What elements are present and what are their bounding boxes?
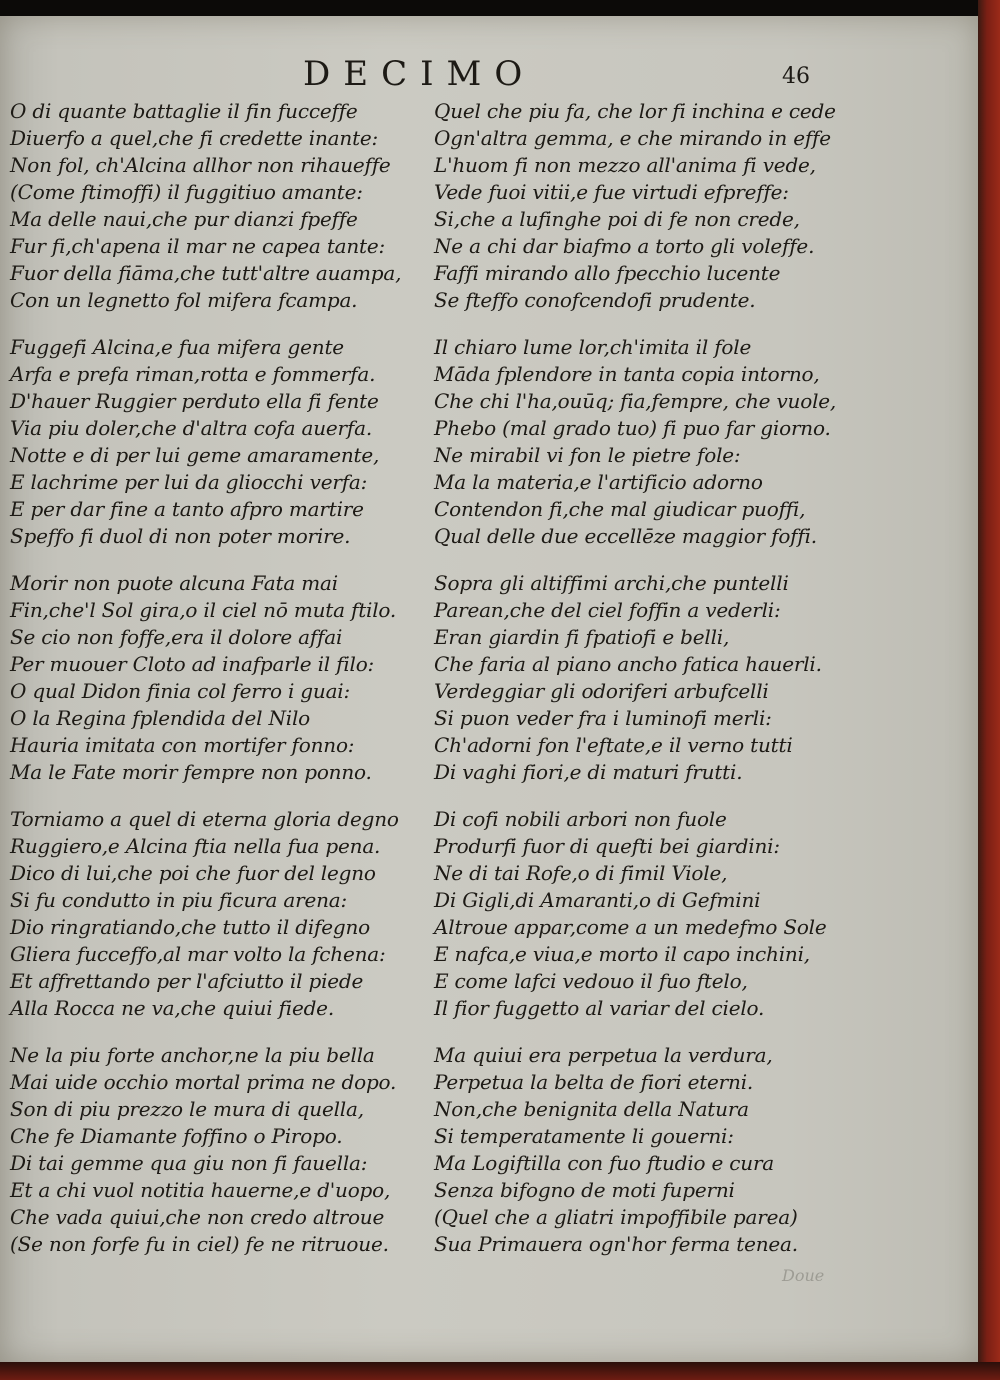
verse-line: Hauria imitata con mortifer fonno: <box>10 733 355 757</box>
verse-line: Quel che piu fa, che lor fi inchina e cede <box>434 99 836 123</box>
stanza <box>10 98 450 314</box>
verse-line: Per muouer Cloto ad inafparle il filo: <box>10 652 375 676</box>
verse-line: Che vada quiui,che non credo altroue <box>10 1205 385 1229</box>
verse-line: Altroue appar,come a un medefmo Sole <box>434 915 827 939</box>
verse-line: O di quante battaglie il fin fucceffe <box>10 99 358 123</box>
verse-line: (Come ftimoffi) il fuggitiuo amante: <box>10 180 363 204</box>
verse-line: Parean,che del ciel foffin a vederli: <box>434 598 781 622</box>
verse-line: Si fu condutto in piu ficura arena: <box>10 888 348 912</box>
verse-line: Son di piu prezzo le mura di quella, <box>10 1097 364 1121</box>
verse-line: Di tai gemme qua giu non fi fauella: <box>10 1151 368 1175</box>
verse-line: Diuerfo a quel,che fi credette inante: <box>10 126 379 150</box>
verse-line: Ne di tai Rofe,o di fimil Viole, <box>434 861 728 885</box>
verse-line: Gliera fucceffo,al mar volto la fchena: <box>10 942 386 966</box>
verse-line: Māda fplendore in tanta copia intorno, <box>434 362 820 386</box>
stanza <box>434 98 874 314</box>
verse-line: Ruggiero,e Alcina ftia nella fua pena. <box>10 834 381 858</box>
verse-line: Phebo (mal grado tuo) fi puo far giorno. <box>434 416 831 440</box>
verse-line: Di vaghi fiori,e di maturi frutti. <box>434 760 743 784</box>
verse-line: Perpetua la belta de fiori eterni. <box>434 1070 754 1094</box>
verse-line: Senza bifogno de moti fuperni <box>434 1178 735 1202</box>
verse-line: Ma le Fate morir fempre non ponno. <box>10 760 372 784</box>
verse-line: Ne a chi dar biafmo a torto gli voleffe. <box>434 234 815 258</box>
verse-line: Ma Logiftilla con fuo ftudio e cura <box>434 1151 775 1175</box>
verse-line: Fur fi,ch'apena il mar ne capea tante: <box>10 234 386 258</box>
verse-line: Che faria al piano ancho fatica hauerli. <box>434 652 822 676</box>
verse-line: Ma la materia,e l'artificio adorno <box>434 470 763 494</box>
verse-line: Verdeggiar gli odoriferi arbufcelli <box>434 679 769 703</box>
stanza <box>10 806 450 1022</box>
verse-line: Torniamo a quel di eterna gloria degno <box>10 807 399 831</box>
verse-line: Faffi mirando allo fpecchio lucente <box>434 261 781 285</box>
verse-line: E per dar fine a tanto afpro martire <box>10 497 364 521</box>
verse-line: Di Gigli,di Amaranti,o di Gefmini <box>434 888 761 912</box>
catchword: Doue <box>782 1266 825 1285</box>
verse-line: Speffo fi duol di non poter morire. <box>10 524 351 548</box>
verse-line: Fuor della fiāma,che tutt'altre auampa, <box>10 261 402 285</box>
verse-line: Fuggefi Alcina,e fua mifera gente <box>10 335 344 359</box>
book-page <box>0 16 978 1362</box>
folio-number: 46 <box>782 64 810 89</box>
running-head: DECIMO <box>303 54 536 94</box>
verse-line: D'hauer Ruggier perduto ella fi fente <box>10 389 379 413</box>
verse-line: Il fior fuggetto al variar del cielo. <box>434 996 765 1020</box>
verse-line: Arfa e prefa riman,rotta e fommerfa. <box>10 362 376 386</box>
verse-line: Contendon fi,che mal giudicar puoffi, <box>434 497 806 521</box>
verse-line: Dico di lui,che poi che fuor del legno <box>10 861 376 885</box>
verse-line: Se fteffo conofcendofi prudente. <box>434 288 756 312</box>
stanza <box>434 806 874 1022</box>
verse-line: Notte e di per lui geme amaramente, <box>10 443 380 467</box>
verse-line: Ma delle naui,che pur dianzi fpeffe <box>10 207 358 231</box>
verse-line: Et a chi vuol notitia hauerne,e d'uopo, <box>10 1178 391 1202</box>
verse-line: Si,che a lufinghe poi di fe non crede, <box>434 207 800 231</box>
verse-line: Alla Rocca ne va,che quiui fiede. <box>10 996 334 1020</box>
verse-line: Via piu doler,che d'altra cofa auerfa. <box>10 416 372 440</box>
verse-line: Il chiaro lume lor,ch'imita il fole <box>434 335 752 359</box>
verse-line: Di cofi nobili arbori non fuole <box>434 807 727 831</box>
verse-line: Con un legnetto fol mifera fcampa. <box>10 288 358 312</box>
verse-line: Ma quiui era perpetua la verdura, <box>434 1043 773 1067</box>
verse-line: Eran giardin fi fpatiofi e belli, <box>434 625 730 649</box>
verse-line: Sopra gli altiffimi archi,che puntelli <box>434 571 789 595</box>
stanza <box>434 570 874 786</box>
stanza <box>10 570 450 786</box>
verse-line: E come lafci vedouo il fuo ftelo, <box>434 969 748 993</box>
verse-line: Non fol, ch'Alcina allhor non rihaueffe <box>10 153 391 177</box>
verse-line: E nafca,e viua,e morto il capo inchini, <box>434 942 810 966</box>
verse-line: Ne la piu forte anchor,ne la piu bella <box>10 1043 375 1067</box>
left-column <box>10 98 450 1278</box>
verse-line: Si temperatamente li gouerni: <box>434 1124 734 1148</box>
verse-line: Et affrettando per l'afciutto il piede <box>10 969 364 993</box>
verse-line: Dio ringratiando,che tutto il difegno <box>10 915 370 939</box>
right-column <box>434 98 874 1278</box>
verse-line: Ogn'altra gemma, e che mirando in effe <box>434 126 831 150</box>
verse-line: L'huom fi non mezzo all'anima fi vede, <box>434 153 816 177</box>
verse-line: Mai uide occhio mortal prima ne dopo. <box>10 1070 397 1094</box>
verse-line: Qual delle due eccellēze maggior foffi. <box>434 524 817 548</box>
verse-line: Produrfi fuor di quefti bei giardini: <box>434 834 780 858</box>
verse-line: Ne mirabil vi fon le pietre fole: <box>434 443 741 467</box>
stanza <box>434 1042 874 1258</box>
verse-line: Che chi l'ha,ouūq; fia,fempre, che vuole, <box>434 389 837 413</box>
verse-line: O qual Didon finia col ferro i guai: <box>10 679 351 703</box>
verse-line: Fin,che'l Sol gira,o il ciel nō muta ftilo. <box>10 598 397 622</box>
binding-edge-right <box>978 0 1000 1380</box>
verse-line: E lachrime per lui da gliocchi verfa: <box>10 470 368 494</box>
stanza <box>434 334 874 550</box>
verse-line: (Quel che a gliatri impoffibile parea) <box>434 1205 798 1229</box>
verse-line: Se cio non foffe,era il dolore affai <box>10 625 343 649</box>
verse-line: Si puon veder fra i luminofi merli: <box>434 706 772 730</box>
verse-line: (Se non forfe fu in ciel) fe ne ritruoue. <box>10 1232 389 1256</box>
verse-line: Che fe Diamante foffino o Piropo. <box>10 1124 343 1148</box>
verse-line: Sua Primauera ogn'hor ferma tenea. <box>434 1232 798 1256</box>
verse-line: Ch'adorni fon l'eftate,e il verno tutti <box>434 733 793 757</box>
stanza <box>10 334 450 550</box>
verse-line: Non,che benignita della Natura <box>434 1097 749 1121</box>
page-header <box>0 54 978 98</box>
verse-line: Morir non puote alcuna Fata mai <box>10 571 338 595</box>
binding-edge-bottom <box>0 1362 1000 1380</box>
stanza <box>10 1042 450 1258</box>
verse-line: O la Regina fplendida del Nilo <box>10 706 311 730</box>
verse-line: Vede fuoi vitii,e fue virtudi efpreffe: <box>434 180 789 204</box>
